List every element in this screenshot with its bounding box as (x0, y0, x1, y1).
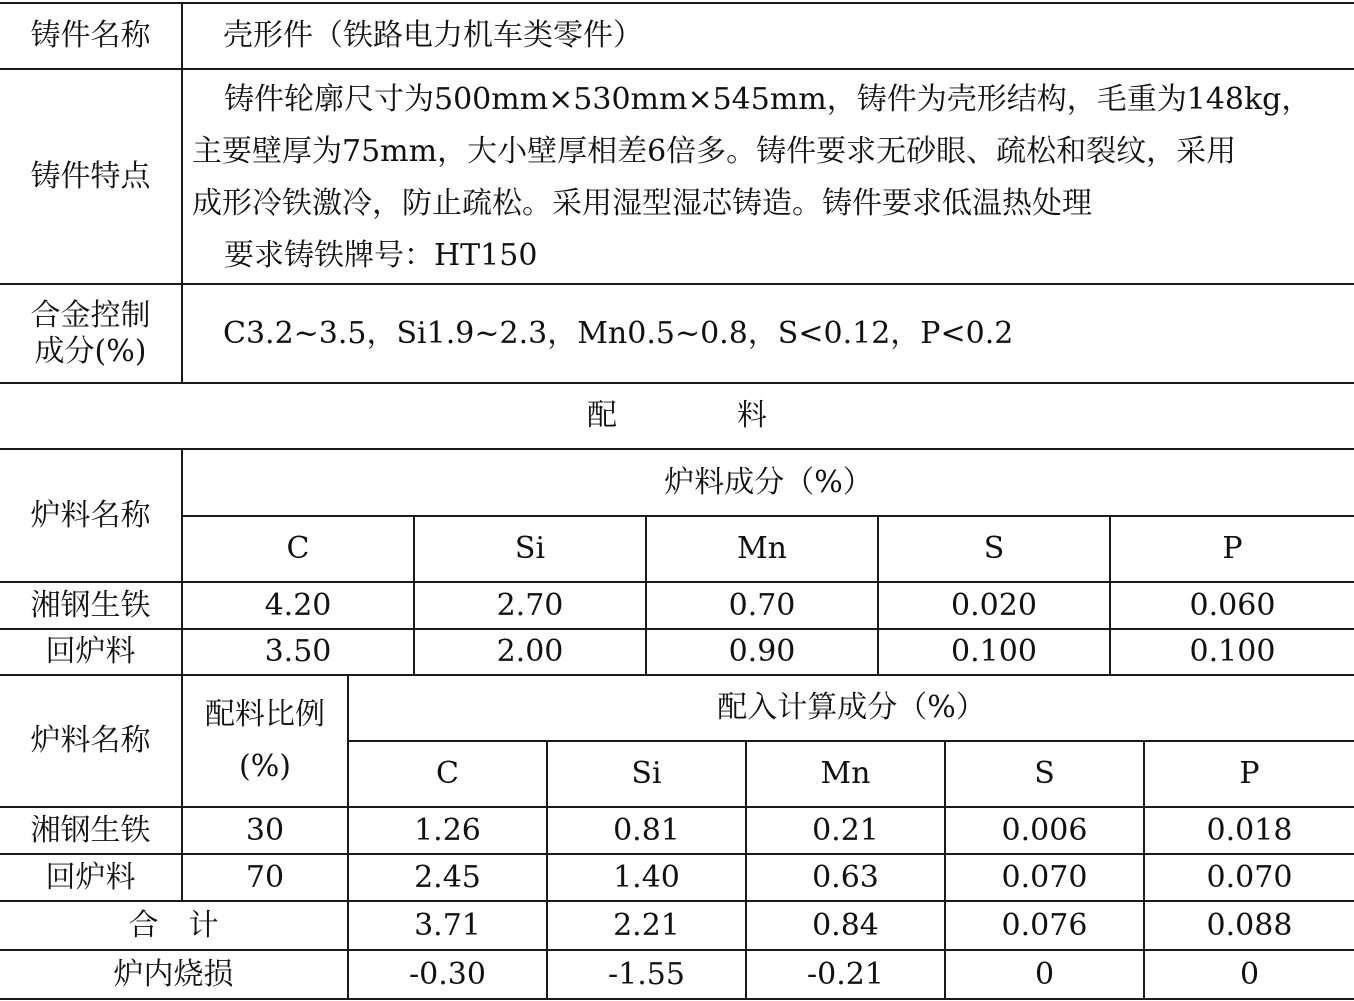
charge-row-value: 0.100 (1189, 634, 1276, 669)
calc-total-value: 0.84 (812, 907, 879, 943)
calc-ratio-header-line-1: 配料比例 (205, 697, 325, 732)
calc-element-c: C (436, 756, 459, 791)
calc-row-value: 2.45 (414, 859, 481, 895)
charge-element-s: S (983, 531, 1005, 566)
features-line-1: 铸件轮廓尺寸为500mm×530mm×545mm，铸件为壳形结构，毛重为148kg， (224, 82, 1312, 117)
charge-element-si: Si (514, 531, 546, 566)
charge-row-value: 4.20 (264, 587, 332, 623)
calc-row-value: 0.006 (1001, 812, 1088, 848)
features-line-2: 主要壁厚为75mm，大小壁厚相差6倍多。铸件要求无砂眼、疏松和裂纹，采用 (192, 134, 1237, 169)
casting-name-value: 壳形件（铁路电力机车类零件） (223, 18, 643, 53)
calc-row-value: 0.070 (1206, 859, 1293, 895)
calc-row-value: 1.40 (613, 859, 680, 895)
calc-row-value: 0.070 (1001, 859, 1088, 895)
calc-name-header: 炉料名称 (30, 723, 151, 758)
calc-loss-value: 0 (1239, 956, 1260, 992)
calc-row-ratio: 70 (245, 859, 285, 895)
calc-row-value: 1.26 (414, 812, 481, 848)
calc-ratio-header (183, 676, 347, 806)
calc-total-value: 3.71 (414, 907, 481, 943)
casting-name-label: 铸件名称 (30, 18, 151, 53)
calc-total-label: 合 计 (128, 907, 219, 943)
alloy-label (0, 285, 181, 382)
charge-row-value: 0.060 (1189, 587, 1276, 623)
charge-row-value: 2.70 (496, 587, 564, 623)
section-title: 配 料 (587, 398, 767, 433)
charge-row-value: 0.90 (728, 634, 796, 669)
casting-features-label: 铸件特点 (30, 158, 151, 194)
calc-total-value: 0.076 (1001, 907, 1088, 943)
charge-element-mn: Mn (736, 531, 788, 566)
calc-element-si: Si (631, 756, 662, 791)
rule-after-name (0, 68, 1354, 70)
calc-total-value: 0.088 (1206, 907, 1293, 943)
charge-element-c: C (286, 531, 310, 566)
calc-loss-label: 炉内烧损 (113, 956, 234, 992)
calc-element-p: P (1239, 756, 1260, 791)
charge-composition-header: 炉料成分（%） (664, 464, 873, 500)
features-line-3: 成形冷铁激冷，防止疏松。采用湿型湿芯铸造。铸件要求低温热处理 (192, 186, 1092, 221)
charge-row-value: 0.100 (951, 634, 1037, 669)
charge-row-value: 0.020 (951, 587, 1037, 623)
calc-loss-value: -0.30 (409, 956, 486, 992)
casting-features-text (192, 74, 1344, 282)
alloy-label-line-2: 成分(%) (34, 333, 147, 369)
calc-element-s: S (1034, 756, 1055, 791)
alloy-value: C3.2~3.5，Si1.9~2.3，Mn0.5~0.8，S<0.12，P<0.2 (223, 315, 1014, 351)
calc-row-name: 回炉料 (45, 859, 136, 895)
charge-row-value: 0.70 (728, 587, 796, 623)
charge-row-value: 2.00 (496, 634, 564, 669)
charge-row-name: 湘钢生铁 (30, 587, 151, 623)
features-line-4: 要求铸铁牌号：HT150 (224, 238, 538, 273)
calc-total-value: 2.21 (613, 907, 680, 943)
charge-row-name: 回炉料 (45, 634, 136, 669)
calc-loss-value: -1.55 (608, 956, 685, 992)
calc-composition-header: 配入计算成分（%） (717, 690, 986, 725)
charge-row-value: 3.50 (264, 634, 332, 669)
calc-row-name: 湘钢生铁 (30, 812, 151, 848)
calc-row-value: 0.018 (1206, 812, 1293, 848)
vrule-info-left (181, 2, 183, 383)
calc-loss-value: 0 (1034, 956, 1055, 992)
charge-element-p: P (1222, 531, 1243, 566)
alloy-label-line-1: 合金控制 (30, 297, 151, 333)
calc-row-value: 0.63 (812, 859, 879, 895)
calc-element-mn: Mn (820, 756, 871, 791)
calc-ratio-header-line-2: (%) (239, 749, 291, 784)
rule-bottom (0, 998, 1354, 1000)
calc-row-ratio: 30 (245, 812, 285, 848)
calc-row-value: 0.81 (613, 812, 680, 848)
charge-name-header: 炉料名称 (30, 497, 151, 533)
calc-row-value: 0.21 (812, 812, 879, 848)
calc-loss-value: -0.21 (807, 956, 884, 992)
